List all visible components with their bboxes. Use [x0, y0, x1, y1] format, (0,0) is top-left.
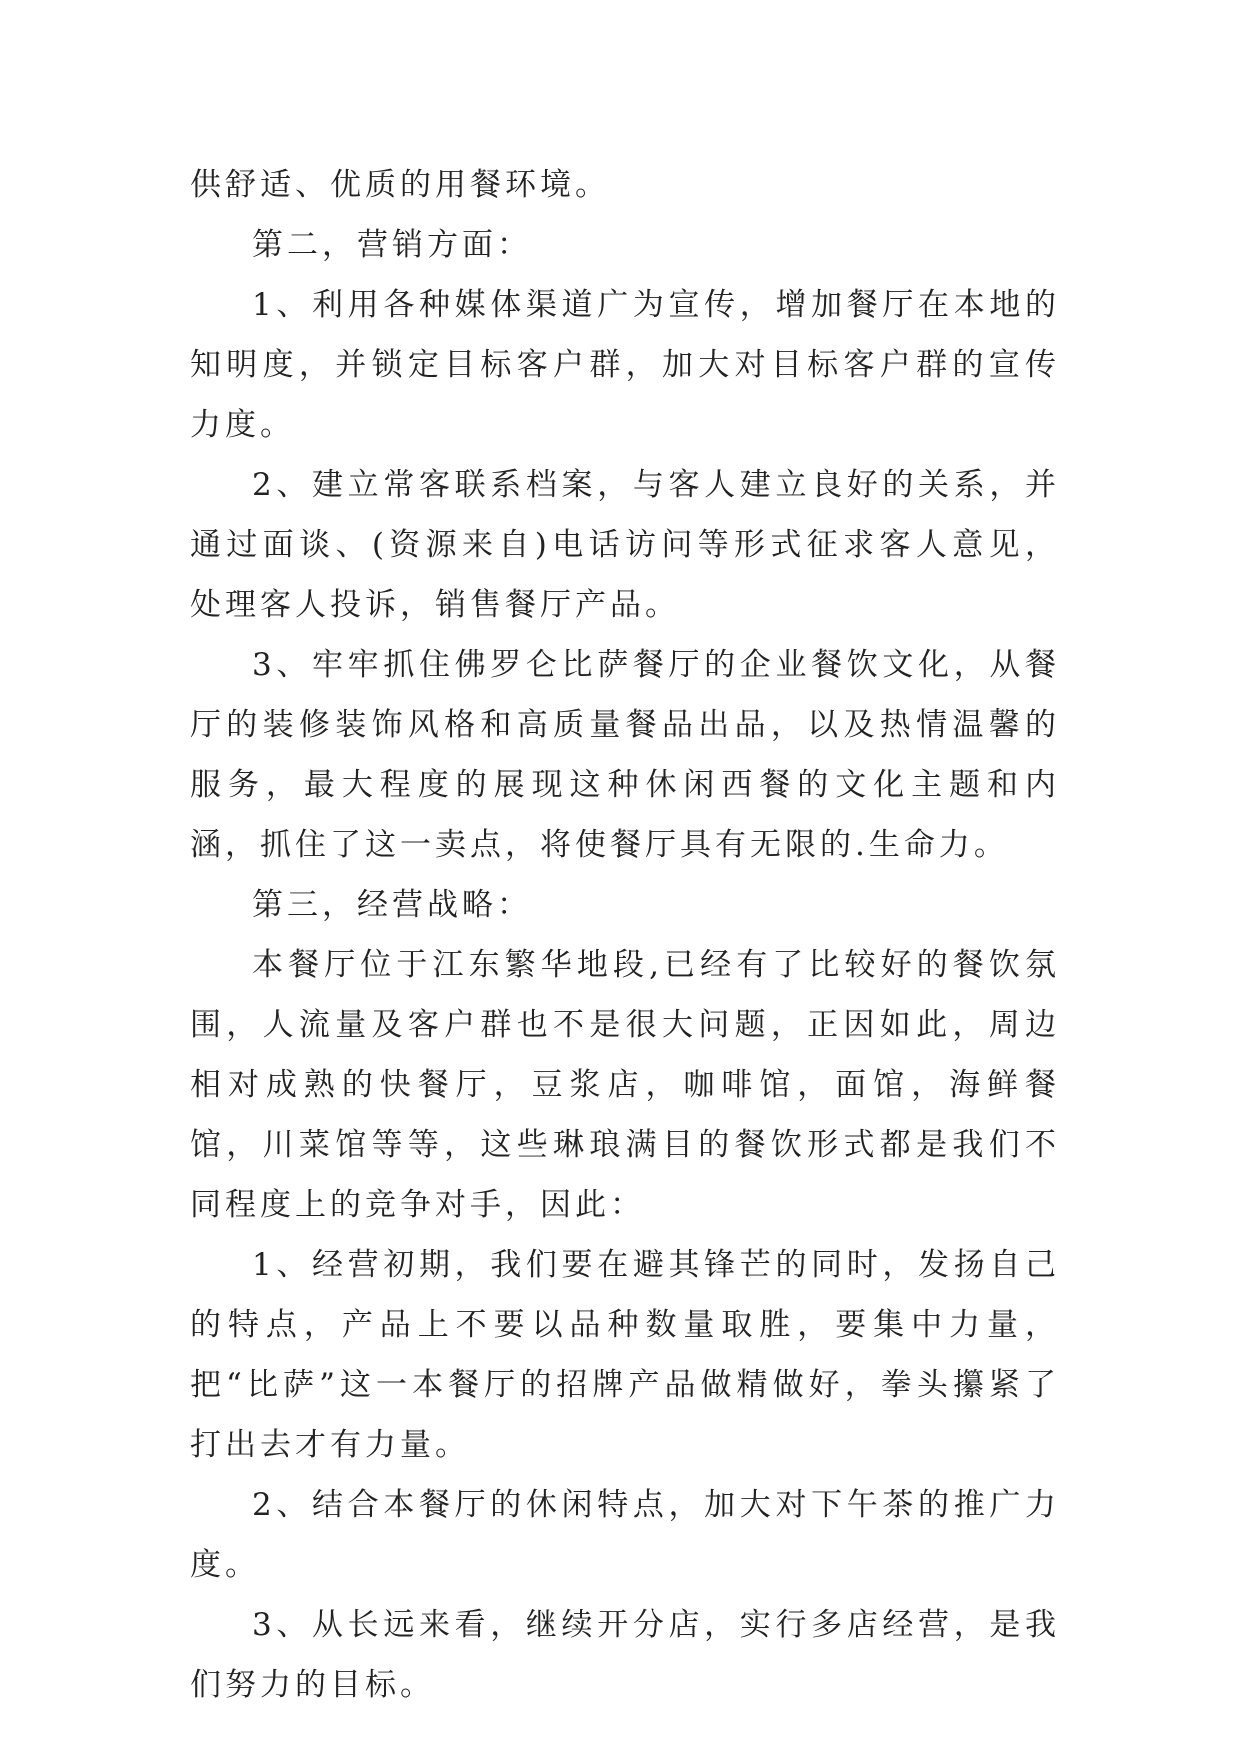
paragraph-strategy-1: 1、经营初期，我们要在避其锋芒的同时，发扬自己的特点，产品上不要以品种数量取胜，要集中力量，把“比萨”这一本餐厅的招牌产品做精做好，拳头攥紧了打出去才有力量。 [190, 1247, 1060, 1463]
paragraph-marketing-3: 3、牢牢抓住佛罗仑比萨餐厅的企业餐饮文化，从餐厅的装修装饰风格和高质量餐品出品，以及热情温馨的服务，最大程度的展现这种休闲西餐的文化主题和内涵，抓住了这一卖点，将使餐厅具有无限的.生命力。 [190, 647, 1060, 863]
paragraph-strategy-intro: 本餐厅位于江东繁华地段,已经有了比较好的餐饮氛围，人流量及客户群也不是很大问题，正因如此，周边相对成熟的快餐厅，豆浆店，咖啡馆，面馆，海鲜餐馆，川菜馆等等，这些琳琅满目的餐饮形式都是我们不同程度上的竞争对手，因此： [190, 947, 1060, 1223]
heading-marketing: 第二，营销方面： [252, 227, 532, 263]
paragraph-strategy-3: 3、从长远来看，继续开分店，实行多店经营，是我们努力的目标。 [190, 1607, 1060, 1703]
paragraph-env-continuation: 供舒适、优质的用餐环境。 [190, 167, 610, 203]
heading-strategy: 第三，经营战略： [252, 887, 532, 923]
paragraph-marketing-2: 2、建立常客联系档案，与客人建立良好的关系，并通过面谈、(资源来自)电话访问等形式征求客人意见，处理客人投诉，销售餐厅产品。 [190, 467, 1060, 623]
paragraph-strategy-2: 2、结合本餐厅的休闲特点，加大对下午茶的推广力度。 [190, 1487, 1060, 1583]
paragraph-marketing-1: 1、利用各种媒体渠道广为宣传，增加餐厅在本地的知明度，并锁定目标客户群，加大对目标客户群的宣传力度。 [190, 287, 1060, 443]
document-body [190, 155, 1060, 1715]
